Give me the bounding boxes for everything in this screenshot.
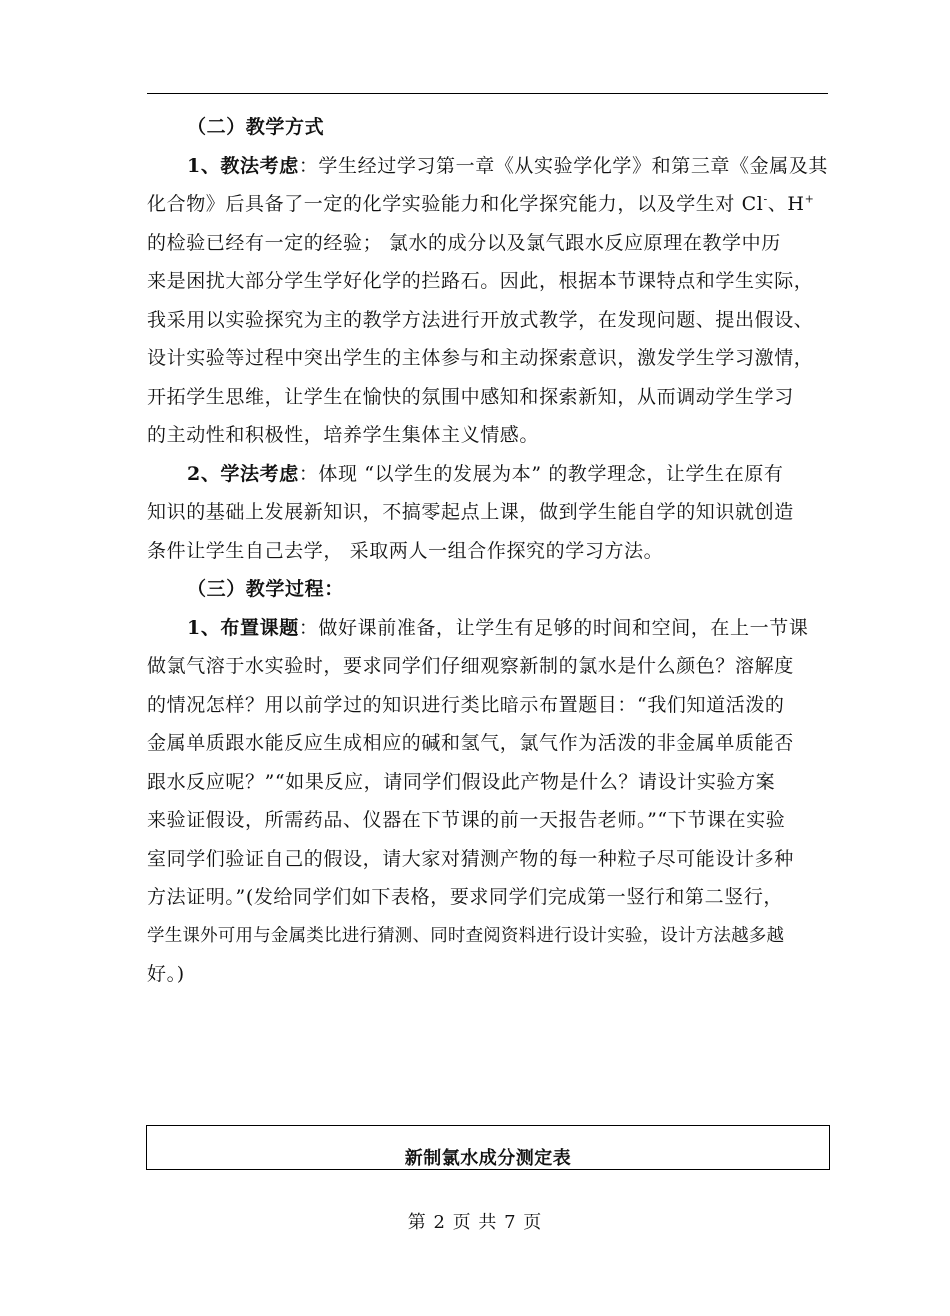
paragraph-line: 室同学们验证自己的假设，请大家对猜测产物的每一种粒子尽可能设计多种 bbox=[147, 847, 794, 870]
paragraph-line: 方法证明。”(发给同学们如下表格，要求同学们完成第一竖行和第二竖行， bbox=[147, 886, 784, 908]
paragraph-line bbox=[147, 185, 837, 224]
paragraph-line: 条件让学生自己去学， 采取两人一组合作探究的学习方法。 bbox=[147, 539, 664, 562]
document-body bbox=[147, 108, 837, 994]
header-rule bbox=[147, 93, 828, 94]
paragraph-line: 的情况怎样？用以前学过的知识进行类比暗示布置题目：“我们知道活泼的 bbox=[147, 693, 785, 716]
paragraph-line: 学生课外可用与金属类比进行猜测、同时查阅资料进行设计实验，设计方法越多越 bbox=[147, 925, 785, 946]
paragraph-line: 做氯气溶于水实验时，要求同学们仔细观察新制的氯水是什么颜色？溶解度 bbox=[147, 655, 794, 677]
paragraph-text: ：体现 “以学生的发展为本” 的教学理念，让学生在原有 bbox=[298, 462, 784, 485]
paragraph-line: 来是困扰大部分学生学好化学的拦路石。因此，根据本节课特点和学生实际， bbox=[147, 270, 814, 292]
paragraph-assign-topic-line bbox=[147, 609, 837, 648]
paragraph-line: 的检验已经有一定的经验； 氯水的成分以及氯气跟水反应原理在教学中历 bbox=[147, 231, 781, 254]
paragraph-text: ：学生经过学习第一章《从实验学化学》和第三章《金属及其 bbox=[298, 154, 829, 177]
page-footer: 第 2 页 共 7 页 bbox=[407, 1212, 543, 1233]
paragraph-line: 知识的基础上发展新知识，不搞零起点上课，做到学生能自学的知识就创造 bbox=[147, 501, 794, 523]
paragraph-line: 开拓学生思维，让学生在愉快的氛围中感知和探索新知，从而调动学生学习 bbox=[147, 385, 794, 408]
paragraph-text: 化合物》后具备了一定的化学实验能力和化学探究能力，以及学生对 Cl bbox=[147, 193, 764, 215]
section-heading-teaching-process: （三）教学过程： bbox=[187, 578, 344, 600]
paragraph-line: 好。) bbox=[147, 963, 185, 985]
superscript: + bbox=[804, 192, 815, 206]
section-heading-teaching-method: （二）教学方式 bbox=[187, 116, 325, 138]
paragraph-learning-method-line bbox=[147, 455, 837, 494]
paragraph-text: 、H bbox=[767, 193, 805, 215]
superscript: - bbox=[763, 192, 768, 206]
paragraph-line: 我采用以实验探究为主的教学方法进行开放式教学，在发现问题、提出假设、 bbox=[147, 308, 814, 331]
paragraph-label: 1、教法考虑 bbox=[187, 154, 299, 177]
paragraph-line: 来验证假设，所需药品、仪器在下节课的前一天报告老师。”“下节课在实验 bbox=[147, 809, 786, 831]
paragraph-label: 1、布置课题 bbox=[187, 616, 299, 639]
paragraph-label: 2、学法考虑 bbox=[187, 462, 299, 485]
paragraph-line: 的主动性和积极性，培养学生集体主义情感。 bbox=[147, 424, 540, 446]
composition-table bbox=[146, 1125, 830, 1170]
paragraph-text: ：做好课前准备，让学生有足够的时间和空间，在上一节课 bbox=[298, 616, 809, 639]
paragraph-line: 跟水反应呢？”“如果反应，请同学们假设此产物是什么？请设计实验方案 bbox=[147, 770, 776, 793]
paragraph-line: 金属单质跟水能反应生成相应的碱和氢气，氯气作为活泼的非金属单质能否 bbox=[147, 732, 794, 754]
paragraph-line: 设计实验等过程中突出学生的主体参与和主动探索意识，激发学生学习激情， bbox=[147, 347, 814, 369]
paragraph-teaching-method-line bbox=[147, 147, 837, 186]
table-title: 新制氯水成分测定表 bbox=[404, 1148, 572, 1169]
